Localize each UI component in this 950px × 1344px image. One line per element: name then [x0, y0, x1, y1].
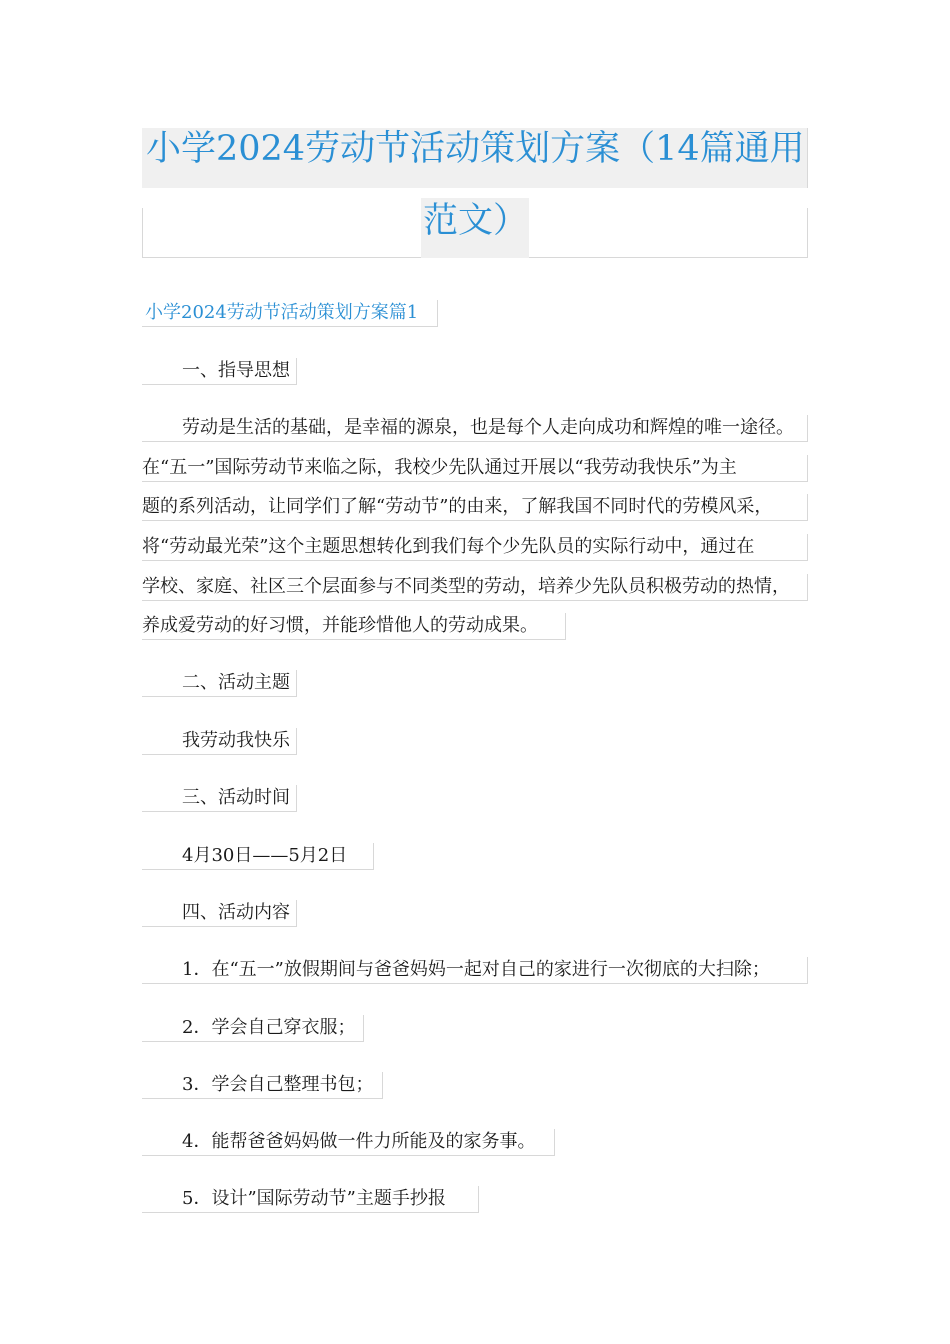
list-item — [142, 1015, 364, 1042]
paragraph-line-text: 养成爱劳动的好习惯，并能珍惜他人的劳动成果。 — [142, 615, 538, 636]
paragraph-line-text: 在“五一”国际劳动节来临之际，我校少先队通过开展以“我劳动我快乐”为主 — [142, 457, 737, 478]
paragraph-line — [142, 613, 566, 640]
section-heading-2 — [142, 670, 297, 697]
list-item-text: 4．能帮爸爸妈妈做一件力所能及的家务事。 — [182, 1131, 536, 1152]
document-title-line-2: 范文） — [423, 201, 529, 241]
list-item — [142, 957, 808, 984]
section-2-body-text: 我劳动我快乐 — [182, 730, 290, 751]
list-item-text: 5．设计”国际劳动节”主题手抄报 — [182, 1188, 446, 1209]
document-title-line-1: 小学2024劳动节活动策划方案（14篇通用 — [146, 129, 805, 169]
section-heading-3 — [142, 785, 297, 812]
section-heading-4-text: 四、活动内容 — [182, 902, 290, 923]
paragraph-line — [142, 415, 808, 442]
paragraph-line — [142, 494, 808, 521]
section-3-body-text: 4月30日——5月2日 — [182, 845, 348, 866]
title-line-2-box — [421, 198, 529, 258]
paragraph-line — [142, 455, 808, 482]
article-subtitle-text: 小学2024劳动节活动策划方案篇1 — [145, 302, 419, 323]
paragraph-line — [142, 534, 808, 561]
list-item — [142, 1129, 555, 1156]
paragraph-line-text: 学校、家庭、社区三个层面参与不同类型的劳动，培养少先队员积极劳动的热情， — [142, 576, 790, 597]
list-item — [142, 1186, 479, 1213]
paragraph-line-text: 劳动是生活的基础，是幸福的源泉，也是每个人走向成功和辉煌的唯一途径。 — [182, 417, 794, 438]
list-item — [142, 1072, 383, 1099]
section-heading-1-text: 一、指导思想 — [182, 360, 290, 381]
section-2-body — [142, 728, 297, 755]
list-item-text: 3．学会自己整理书包； — [182, 1074, 374, 1095]
section-3-body — [142, 843, 374, 870]
paragraph-line-text: 题的系列活动，让同学们了解“劳动节”的由来，了解我国不同时代的劳模风采， — [142, 496, 773, 517]
section-heading-4 — [142, 900, 297, 927]
paragraph-line — [142, 574, 808, 601]
title-line-1-box — [142, 128, 808, 188]
section-heading-2-text: 二、活动主题 — [182, 672, 290, 693]
list-item-text: 2．学会自己穿衣服； — [182, 1017, 356, 1038]
article-subtitle — [142, 300, 438, 327]
list-item-text: 1．在“五一”放假期间与爸爸妈妈一起对自己的家进行一次彻底的大扫除； — [182, 959, 770, 980]
section-heading-1 — [142, 358, 297, 385]
section-heading-3-text: 三、活动时间 — [182, 787, 290, 808]
paragraph-line-text: 将“劳动最光荣”这个主题思想转化到我们每个少先队员的实际行动中，通过在 — [142, 536, 755, 557]
